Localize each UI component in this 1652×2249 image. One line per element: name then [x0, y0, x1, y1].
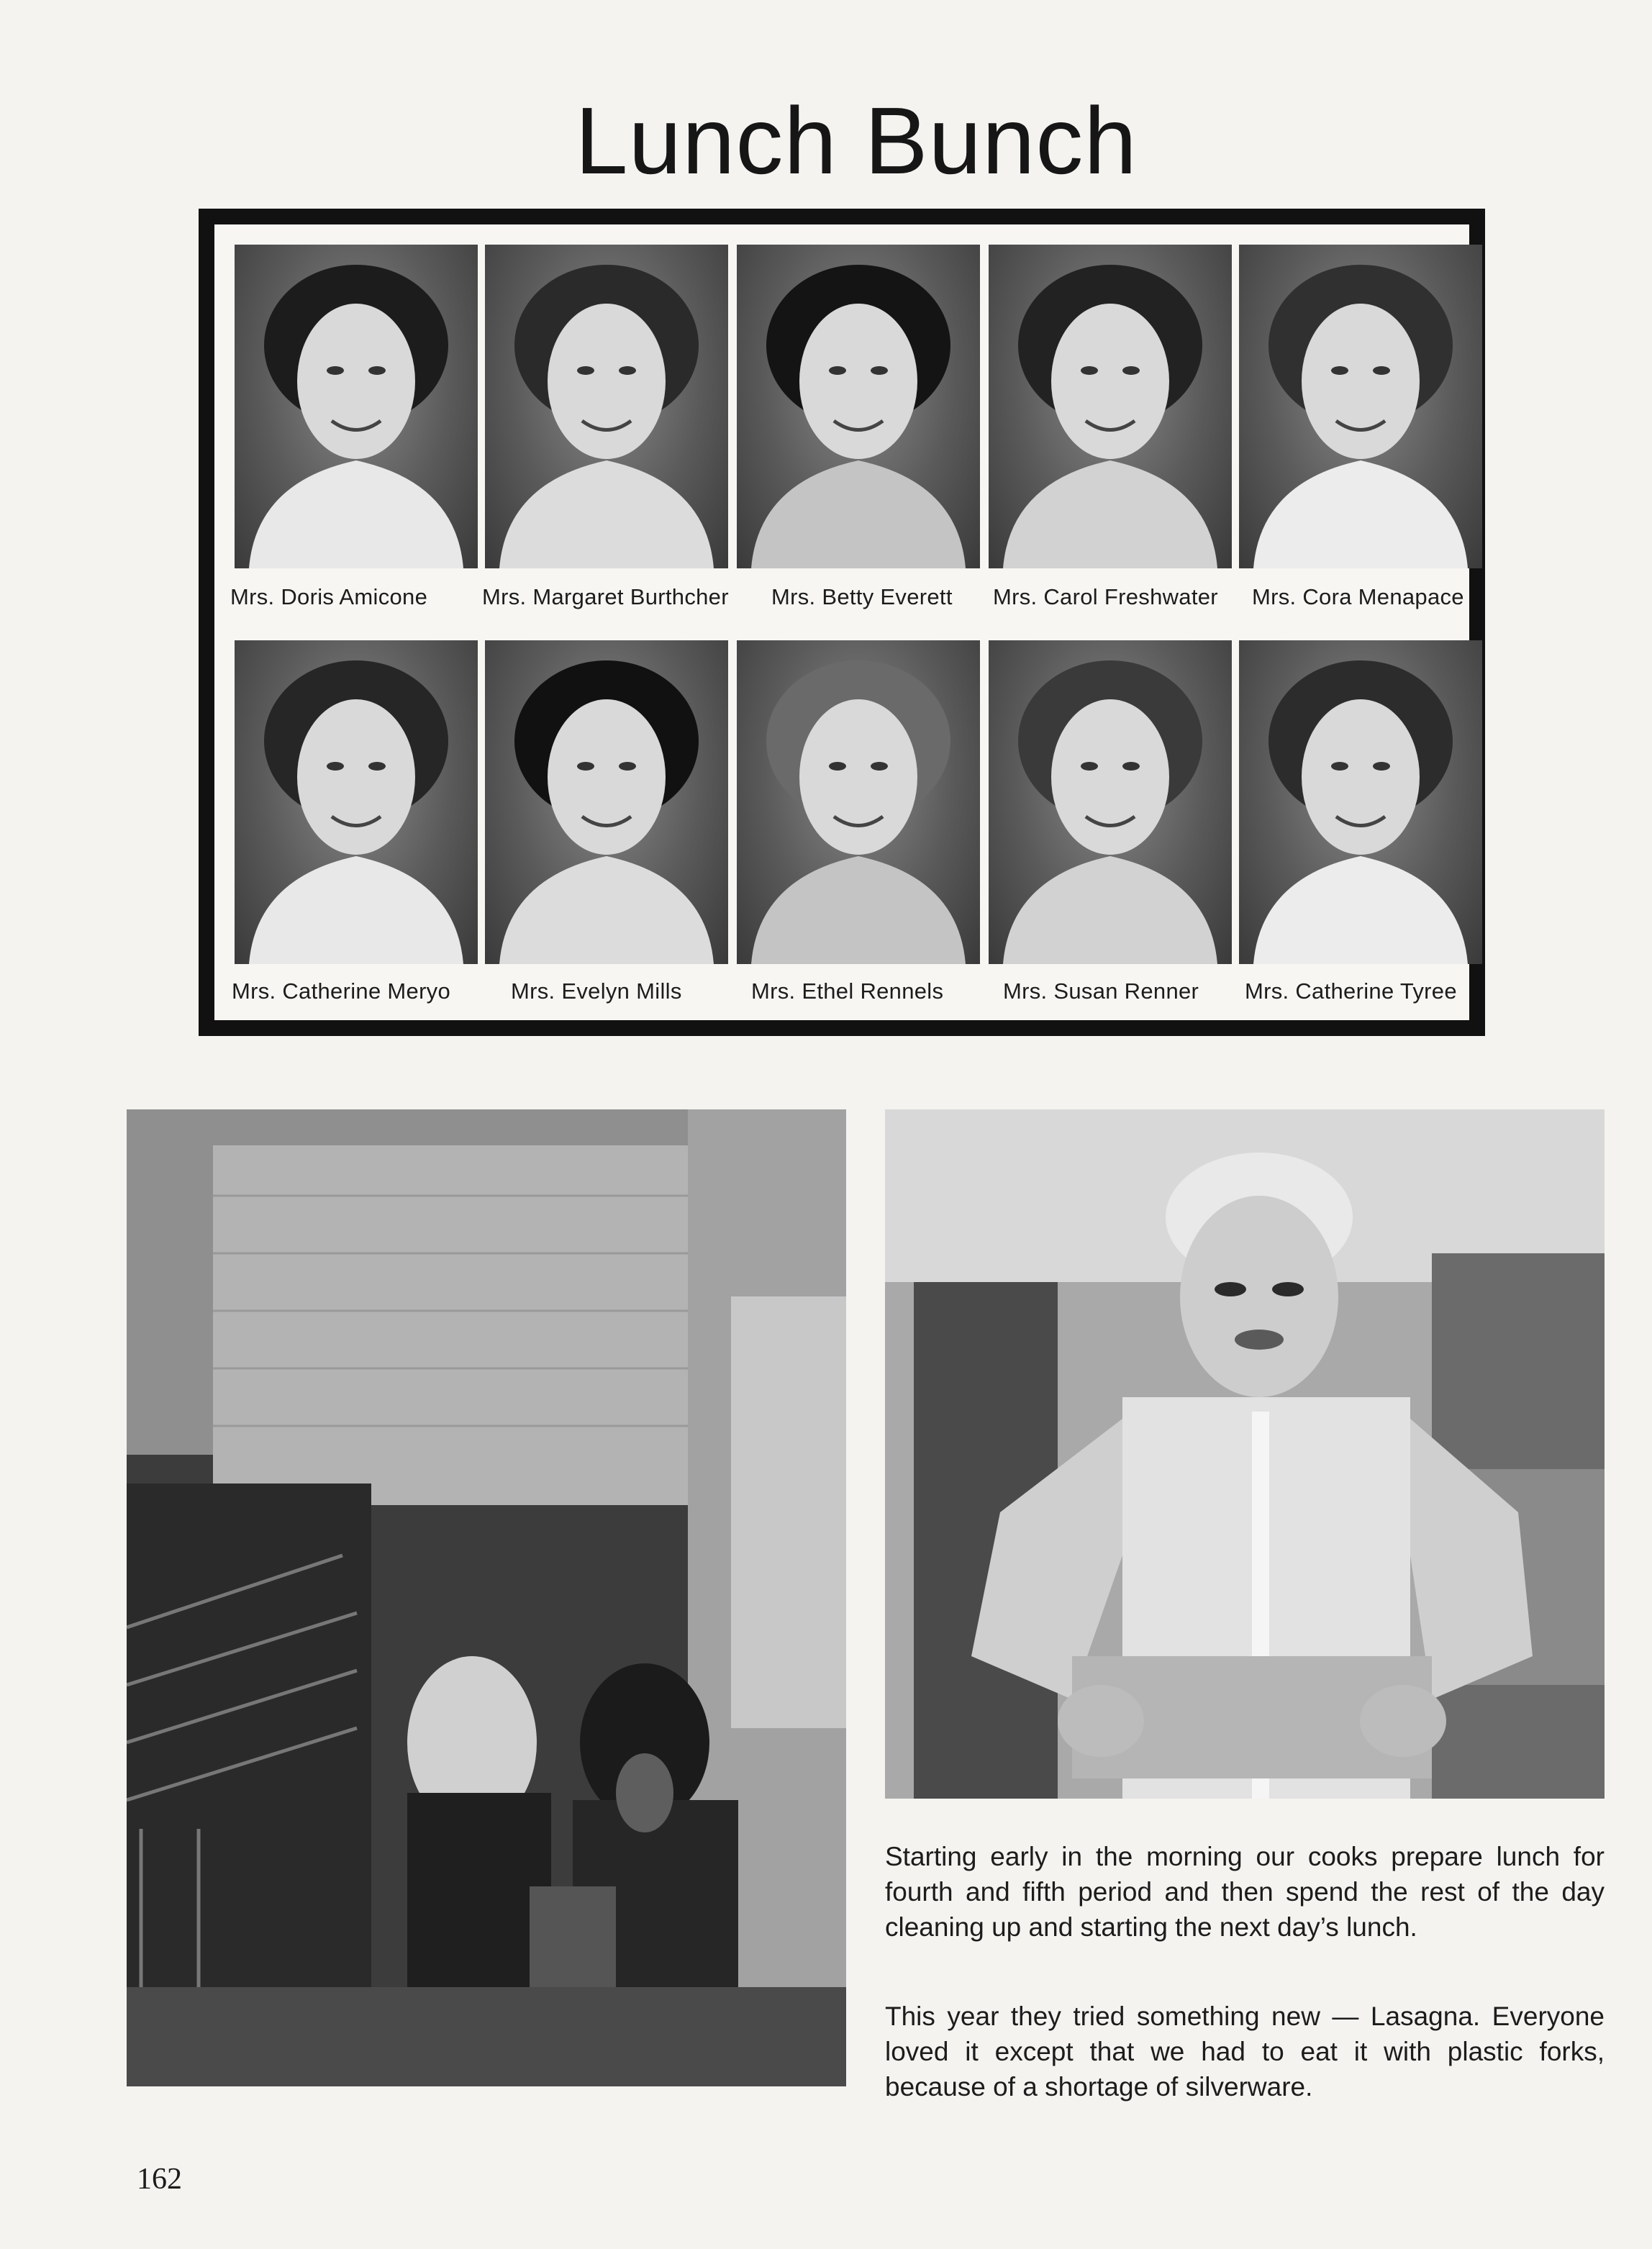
portrait-caption: Mrs. Susan Renner — [1003, 978, 1199, 1004]
portrait-figure — [485, 245, 728, 568]
cook-photo — [885, 1109, 1605, 1799]
portrait-photo — [737, 245, 980, 568]
portrait-caption: Mrs. Carol Freshwater — [993, 584, 1218, 609]
portrait-caption: Mrs. Margaret Burthcher — [482, 584, 729, 609]
portrait-figure — [235, 245, 478, 568]
page-number: 162 — [137, 2163, 182, 2196]
body-paragraph: Starting early in the morning our cooks prepare lunch for fourth and fifth period and then spend the rest of the day cleaning up and starting the next day’s lunch. — [885, 1842, 1605, 1942]
portrait-figure — [485, 640, 728, 964]
portrait-figure — [235, 640, 478, 964]
portrait-photo — [235, 245, 478, 568]
page-title: Lunch Bunch — [575, 88, 1138, 194]
portrait-figure — [989, 640, 1232, 964]
portrait-photo — [235, 640, 478, 964]
portrait-caption: Mrs. Betty Everett — [771, 584, 953, 609]
portrait-panel — [199, 209, 1485, 1036]
portrait-figure — [737, 245, 980, 568]
portrait-photo — [485, 640, 728, 964]
portrait-caption: Mrs. Doris Amicone — [230, 584, 428, 609]
portrait-photo — [485, 245, 728, 568]
body-paragraph: This year they tried something new — Lasagna. Everyone loved it except that we had to eat it with plastic forks, because of a shortage of silverware. — [885, 2002, 1605, 2102]
portrait-caption: Mrs. Cora Menapace — [1252, 584, 1464, 609]
kitchen-photo — [127, 1109, 846, 2086]
portrait-caption: Mrs. Catherine Meryo — [232, 978, 451, 1004]
portrait-caption: Mrs. Ethel Rennels — [751, 978, 944, 1004]
portrait-caption: Mrs. Evelyn Mills — [511, 978, 682, 1004]
portrait-figure — [1239, 640, 1482, 964]
portrait-photo — [1239, 640, 1482, 964]
portrait-caption: Mrs. Catherine Tyree — [1245, 978, 1457, 1004]
portrait-figure — [1239, 245, 1482, 568]
portrait-figure — [737, 640, 980, 964]
portrait-photo — [1239, 245, 1482, 568]
portrait-photo — [989, 245, 1232, 568]
portrait-photo — [737, 640, 980, 964]
portrait-figure — [989, 245, 1232, 568]
portrait-photo — [989, 640, 1232, 964]
